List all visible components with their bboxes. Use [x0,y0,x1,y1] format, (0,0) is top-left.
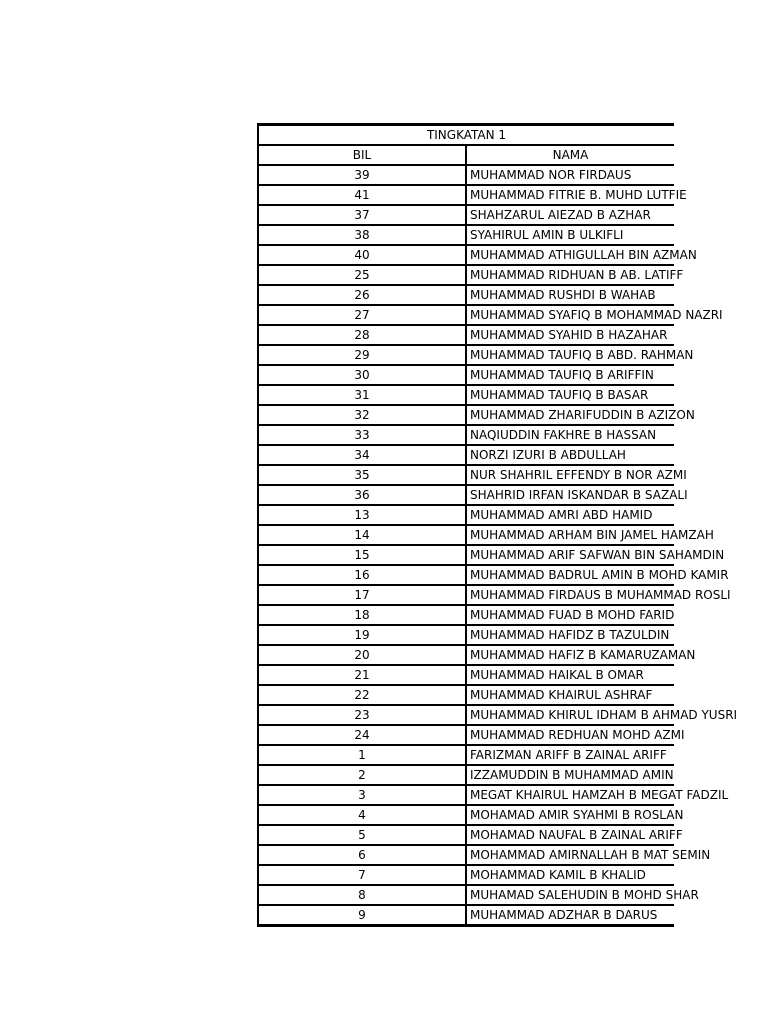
cell-nama: MUHAMMAD SYAHID B HAZAHAR [466,325,674,345]
cell-bil: 19 [258,625,466,645]
table-row [258,825,674,845]
cell-bil: 35 [258,465,466,485]
cell-nama: MOHAMMAD AMIRNALLAH B MAT SEMIN [466,845,674,865]
cell-bil: 33 [258,425,466,445]
table-row [258,905,674,926]
cell-nama: MUHAMMAD REDHUAN MOHD AZMI [466,725,674,745]
cell-bil: 4 [258,805,466,825]
table-row [258,425,674,445]
cell-bil: 41 [258,185,466,205]
table-row [258,885,674,905]
cell-nama: MUHAMMAD ADZHAR B DARUS [466,905,674,926]
cell-nama: MUHAMMAD HAFIDZ B TAZULDIN [466,625,674,645]
cell-bil: 24 [258,725,466,745]
cell-nama: NAQIUDDIN FAKHRE B HASSAN [466,425,674,445]
cell-nama: MUHAMMAD ZHARIFUDDIN B AZIZON [466,405,674,425]
table-row [258,765,674,785]
cell-bil: 22 [258,685,466,705]
cell-nama: MEGAT KHAIRUL HAMZAH B MEGAT FADZIL [466,785,674,805]
table-row [258,245,674,265]
cell-bil: 26 [258,285,466,305]
cell-nama: MOHAMAD NAUFAL B ZAINAL ARIFF [466,825,674,845]
cell-nama: NORZI IZURI B ABDULLAH [466,445,674,465]
table-row [258,845,674,865]
cell-bil: 36 [258,485,466,505]
table-row [258,445,674,465]
table-row [258,525,674,545]
table-row [258,385,674,405]
table-row [258,785,674,805]
cell-nama: MUHAMMAD RIDHUAN B AB. LATIFF [466,265,674,285]
table-row [258,725,674,745]
table-row [258,465,674,485]
cell-bil: 15 [258,545,466,565]
cell-bil: 34 [258,445,466,465]
table-row [258,185,674,205]
table-row [258,365,674,385]
table-row [258,745,674,765]
cell-bil: 18 [258,605,466,625]
cell-nama: FARIZMAN ARIFF B ZAINAL ARIFF [466,745,674,765]
table-row [258,405,674,425]
table-title-row [258,125,674,146]
cell-bil: 5 [258,825,466,845]
cell-nama: MUHAMMAD TAUFIQ B ARIFFIN [466,365,674,385]
cell-nama: SHAHZARUL AIEZAD B AZHAR [466,205,674,225]
cell-bil: 16 [258,565,466,585]
table-row [258,285,674,305]
table-row [258,665,674,685]
table-title: TINGKATAN 1 [258,125,674,146]
cell-nama: MUHAMMAD AMRI ABD HAMID [466,505,674,525]
cell-nama: MUHAMMAD FUAD B MOHD FARID [466,605,674,625]
cell-nama: MUHAMMAD BADRUL AMIN B MOHD KAMIR [466,565,674,585]
table-row [258,165,674,185]
cell-nama: MUHAMMAD ARHAM BIN JAMEL HAMZAH [466,525,674,545]
table-row [258,225,674,245]
table-row [258,305,674,325]
cell-nama: MUHAMMAD KHIRUL IDHAM B AHMAD YUSRI [466,705,674,725]
cell-nama: MUHAMMAD TAUFIQ B ABD. RAHMAN [466,345,674,365]
cell-nama: SHAHRID IRFAN ISKANDAR B SAZALI [466,485,674,505]
table-body [258,125,738,926]
cell-nama: MUHAMMAD FIRDAUS B MUHAMMAD ROSLI [466,585,674,605]
table-row [258,625,674,645]
cell-nama: MUHAMMAD HAFIZ B KAMARUZAMAN [466,645,674,665]
cell-bil: 3 [258,785,466,805]
cell-nama: MUHAMMAD FITRIE B. MUHD LUTFIE [466,185,674,205]
header-bil: BIL [258,145,466,165]
cell-nama: MOHAMAD AMIR SYAHMI B ROSLAN [466,805,674,825]
table-row [258,865,674,885]
cell-bil: 40 [258,245,466,265]
table-row [258,485,674,505]
table-row [258,565,674,585]
cell-bil: 7 [258,865,466,885]
cell-bil: 1 [258,745,466,765]
table-row [258,685,674,705]
cell-bil: 25 [258,265,466,285]
cell-bil: 30 [258,365,466,385]
cell-nama: MOHAMMAD KAMIL B KHALID [466,865,674,885]
cell-nama: MUHAMAD SALEHUDIN B MOHD SHAR [466,885,674,905]
cell-nama: MUHAMMAD ATHIGULLAH BIN AZMAN [466,245,674,265]
cell-nama: MUHAMMAD ARIF SAFWAN BIN SAHAMDIN [466,545,674,565]
table-row [258,325,674,345]
cell-bil: 21 [258,665,466,685]
table-row [258,265,674,285]
cell-nama: MUHAMMAD HAIKAL B OMAR [466,665,674,685]
cell-bil: 38 [258,225,466,245]
cell-nama: MUHAMMAD RUSHDI B WAHAB [466,285,674,305]
table-row [258,545,674,565]
cell-bil: 29 [258,345,466,365]
cell-bil: 14 [258,525,466,545]
cell-bil: 9 [258,905,466,926]
cell-bil: 8 [258,885,466,905]
table-row [258,805,674,825]
header-nama: NAMA [466,145,674,165]
table-row [258,345,674,365]
cell-bil: 27 [258,305,466,325]
cell-nama: MUHAMMAD SYAFIQ B MOHAMMAD NAZRI [466,305,674,325]
student-list-table [257,123,738,927]
cell-bil: 28 [258,325,466,345]
cell-nama: NUR SHAHRIL EFFENDY B NOR AZMI [466,465,674,485]
cell-bil: 37 [258,205,466,225]
cell-bil: 13 [258,505,466,525]
cell-bil: 6 [258,845,466,865]
cell-bil: 17 [258,585,466,605]
table-header-row [258,145,674,165]
table-row [258,645,674,665]
cell-bil: 23 [258,705,466,725]
cell-bil: 32 [258,405,466,425]
table-row [258,505,674,525]
cell-bil: 31 [258,385,466,405]
cell-bil: 20 [258,645,466,665]
cell-nama: MUHAMMAD NOR FIRDAUS [466,165,674,185]
cell-bil: 2 [258,765,466,785]
cell-nama: IZZAMUDDIN B MUHAMMAD AMIN [466,765,674,785]
cell-nama: MUHAMMAD KHAIRUL ASHRAF [466,685,674,705]
table-row [258,605,674,625]
table-row [258,585,674,605]
table-row [258,205,674,225]
cell-bil: 39 [258,165,466,185]
table-row [258,705,674,725]
cell-nama: SYAHIRUL AMIN B ULKIFLI [466,225,674,245]
cell-nama: MUHAMMAD TAUFIQ B BASAR [466,385,674,405]
